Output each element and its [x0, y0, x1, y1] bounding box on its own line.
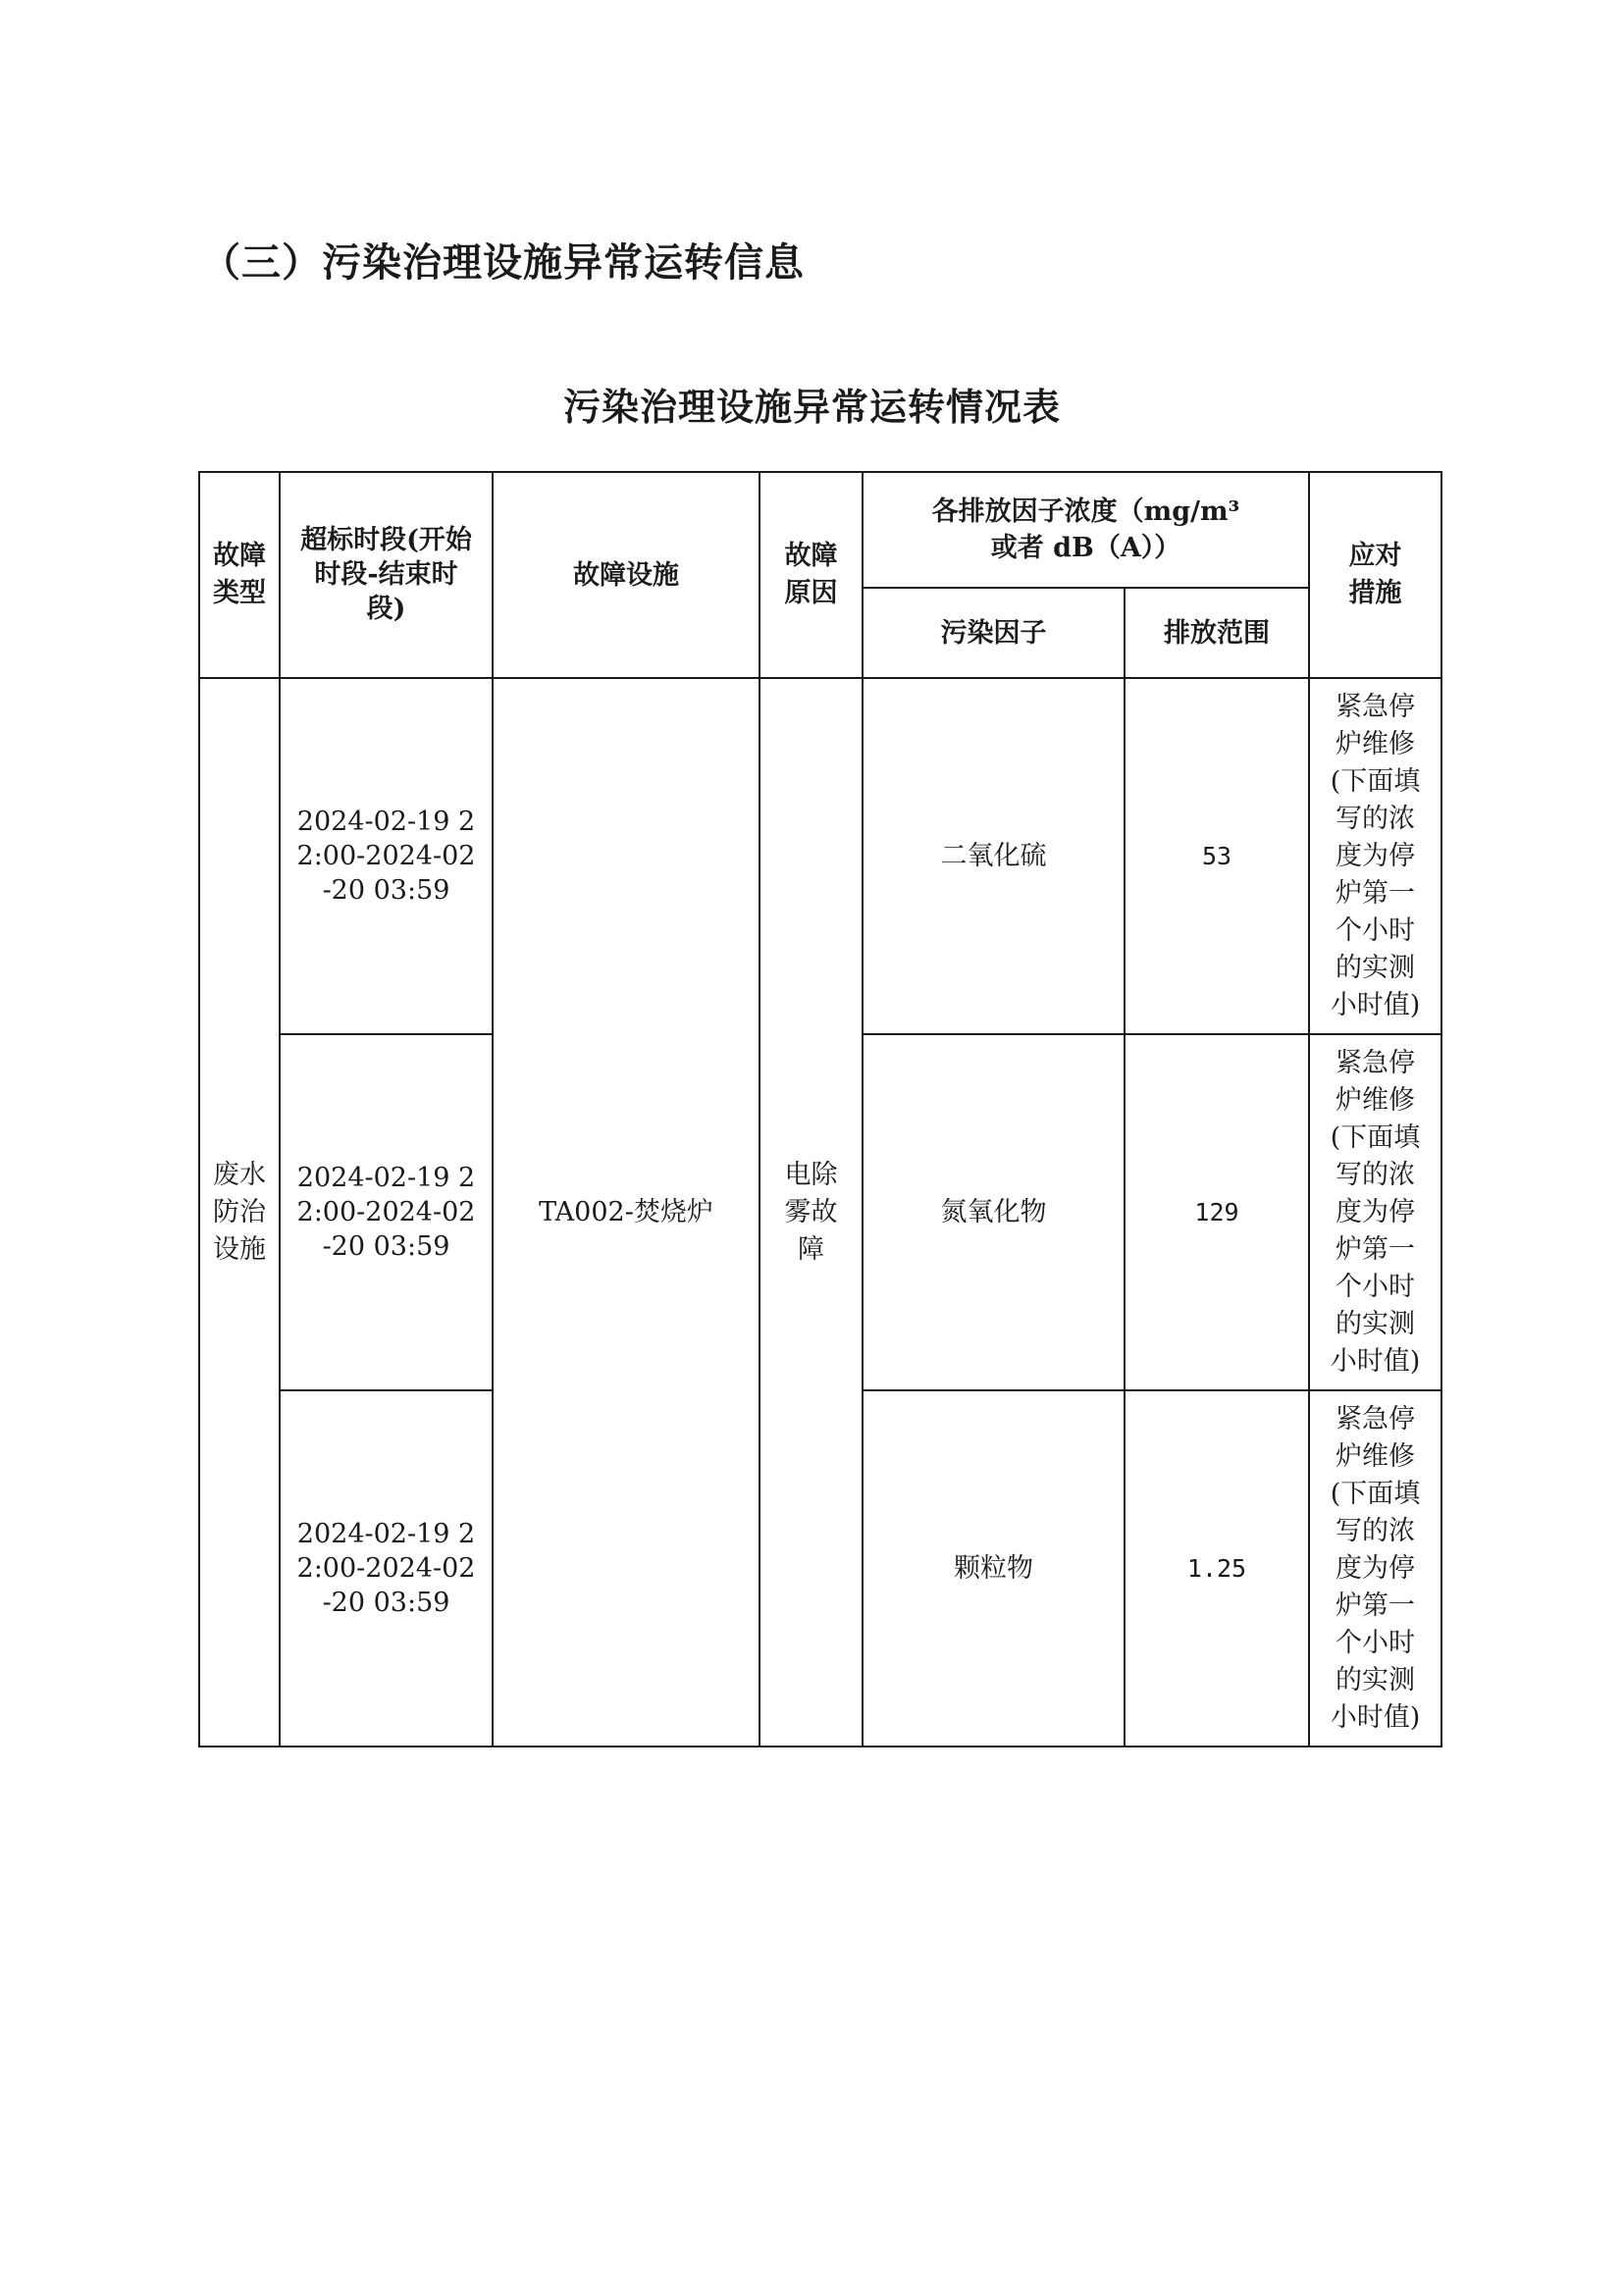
range-cell: 53 [1125, 678, 1309, 1034]
table-title: 污染治理设施异常运转情况表 [562, 385, 1061, 429]
cause-cell: 电除雾故障 [760, 678, 863, 1747]
range-cell: 1.25 [1125, 1390, 1309, 1747]
header-period: 超标时段(开始时段-结束时段) [280, 472, 493, 678]
table-row [199, 678, 1441, 1034]
period-cell: 2024-02-19 22:00-2024-02-20 03:59 [280, 678, 493, 1034]
abnormal-operation-table [198, 471, 1442, 1747]
period-cell: 2024-02-19 22:00-2024-02-20 03:59 [280, 1390, 493, 1747]
range-cell: 129 [1125, 1034, 1309, 1390]
header-range: 排放范围 [1125, 588, 1309, 678]
section-heading: （三）污染治理设施异常运转信息 [201, 239, 805, 286]
measure-cell: 紧急停炉维修(下面填写的浓度为停炉第一个小时的实测小时值) [1309, 1390, 1441, 1747]
header-measure: 应对措施 [1309, 472, 1441, 678]
header-fault-type: 故障类型 [199, 472, 280, 678]
period-cell: 2024-02-19 22:00-2024-02-20 03:59 [280, 1034, 493, 1390]
facility-cell: TA002-焚烧炉 [493, 678, 760, 1747]
measure-cell: 紧急停炉维修(下面填写的浓度为停炉第一个小时的实测小时值) [1309, 678, 1441, 1034]
fault-type-cell: 废水防治设施 [199, 678, 280, 1747]
factor-cell: 二氧化硫 [863, 678, 1125, 1034]
header-factor: 污染因子 [863, 588, 1125, 678]
factor-cell: 颗粒物 [863, 1390, 1125, 1747]
measure-cell: 紧急停炉维修(下面填写的浓度为停炉第一个小时的实测小时值) [1309, 1034, 1441, 1390]
factor-cell: 氮氧化物 [863, 1034, 1125, 1390]
header-facility: 故障设施 [493, 472, 760, 678]
header-cause: 故障原因 [760, 472, 863, 678]
header-concentration: 各排放因子浓度（mg/m³或者 dB（A）） [863, 472, 1309, 588]
